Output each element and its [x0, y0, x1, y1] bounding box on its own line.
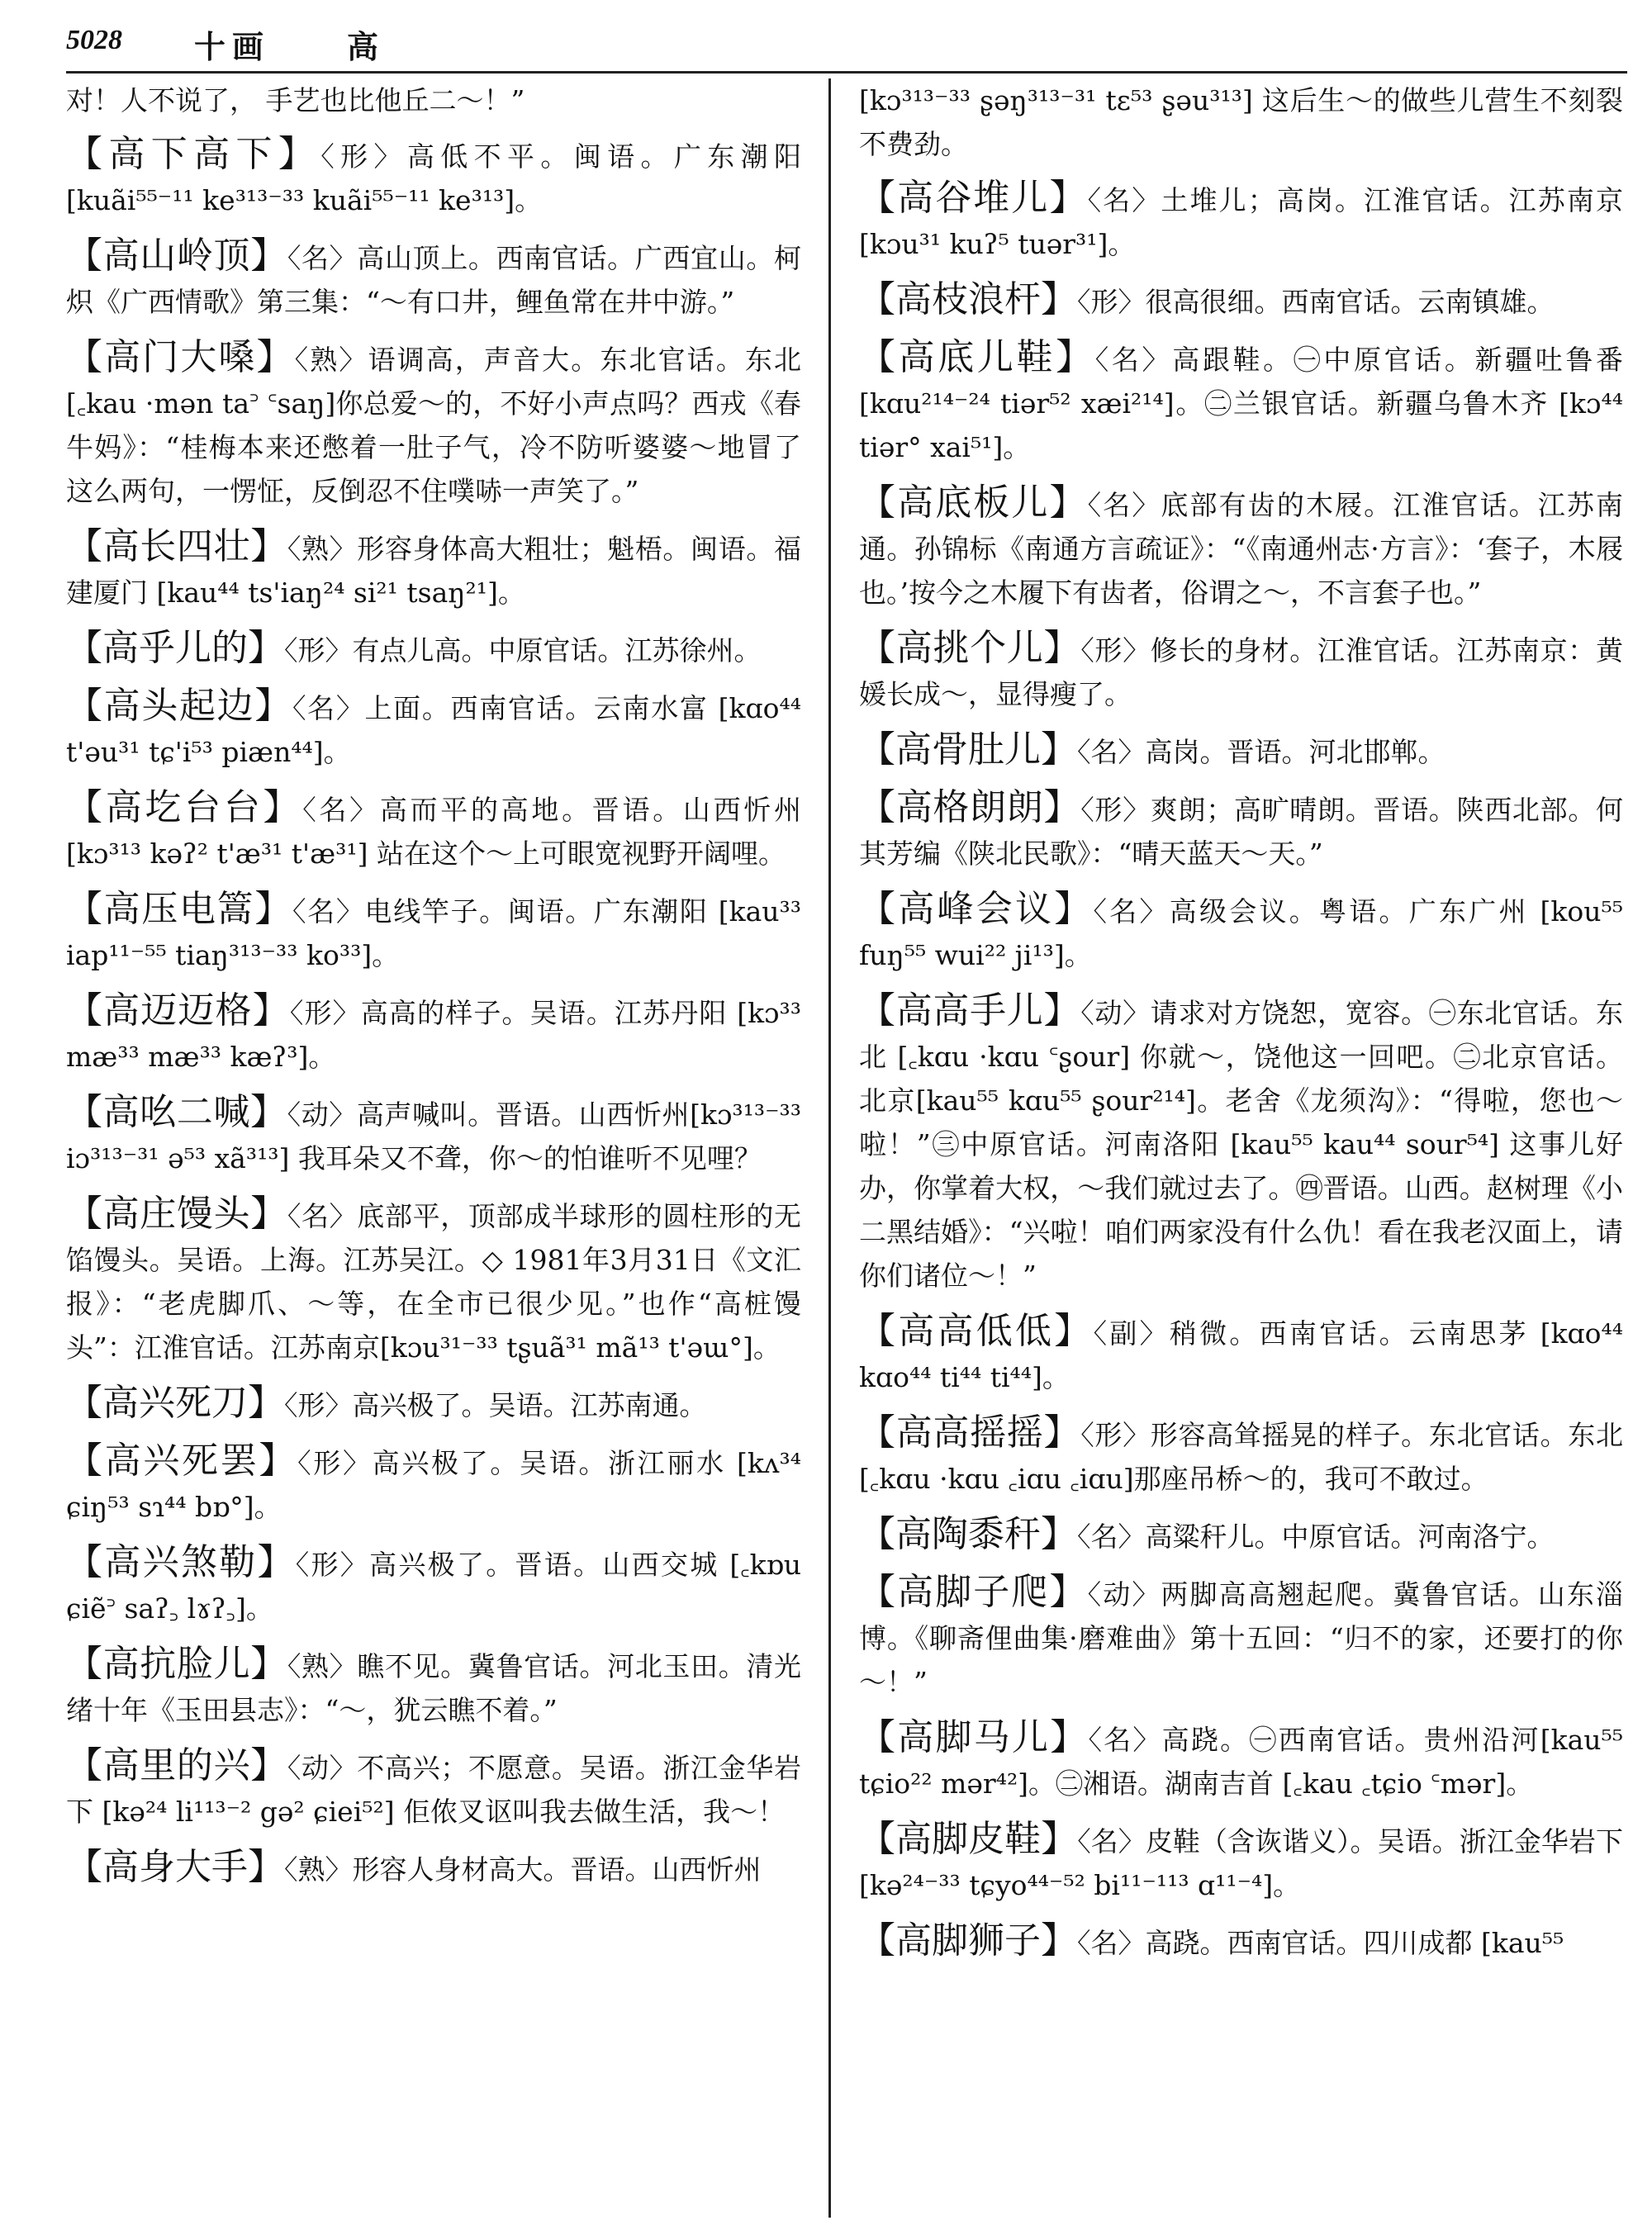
entry-definition: 〈名〉土堆儿；高岗。江淮官话。江苏南京 [kɔu³¹ kuʔ⁵ tuər³¹]。	[859, 184, 1623, 260]
entry-definition: 〈名〉高粱秆儿。中原官话。河南洛宁。	[1077, 1521, 1555, 1553]
entry-headword: 【高挑个儿】	[859, 627, 1081, 669]
entry-definition: 〈形〉高高的样子。吴语。江苏丹阳 [kɔ³³ mæ³³ mæ³³ kæʔ³]。	[66, 997, 801, 1073]
entry-definition: 〈动〉高声喊叫。晋语。山西忻州[kɔ³¹³⁻³³ iɔ³¹³⁻³¹ ə⁵³ xã³¹³] 我耳朵又不聋，你～的怕谁听不见哩？	[66, 1098, 801, 1174]
left-column	[66, 78, 801, 2218]
entry-definition: 〈动〉请求对方饶恕，宽容。㊀东北官话。东北 [꜀kɑu ·kɑu ꜂ʂour] 你就～，饶他这一回吧。㊁北京官话。北京[kau⁵⁵ kɑu⁵⁵ ʂour²¹⁴]。老舍《龙须沟》：“得啦，您也～啦！”㊂中原官话。河南洛阳 [kau⁵⁵ kau⁴⁴ sour⁵⁴] 这事儿好办，你掌着大权，～我们就过去了。㊃晋语。山西。赵树理《小二黑结婚》：“兴啦！咱们两家没有什么仇！看在我老汉面上，请你们诸位～！”	[859, 997, 1623, 1292]
entry-headword: 【高里的兴】	[66, 1744, 287, 1786]
dictionary-entry	[859, 1512, 1623, 1559]
dictionary-entry	[66, 684, 801, 774]
entry-headword: 【高枝浪杆】	[859, 278, 1077, 320]
entry-headword: 【高高手儿】	[859, 989, 1081, 1032]
dictionary-entry	[859, 278, 1623, 324]
dictionary-entry	[859, 785, 1623, 875]
dictionary-entry	[66, 1381, 801, 1427]
entry-definition: 〈名〉高而平的高地。晋语。山西忻州 [kɔ³¹³ kəʔ² t'æ³¹ t'æ³¹] 站在这个～上可眼宽视野开阔哩。	[66, 794, 801, 870]
dictionary-entry	[66, 1090, 801, 1180]
entry-headword: 【高底儿鞋】	[859, 336, 1095, 378]
page-header	[66, 18, 1627, 64]
dictionary-entry	[66, 1540, 801, 1630]
section-title: 十画	[194, 28, 271, 65]
entry-headword: 【高脚狮子】	[859, 1919, 1077, 1962]
entry-definition: 〈名〉电线竿子。闽语。广东潮阳 [kau³³ iap¹¹⁻⁵⁵ tiaŋ³¹³⁻³³ ko³³]。	[66, 895, 801, 971]
dictionary-entry	[66, 524, 801, 614]
header-character: 高	[347, 28, 379, 65]
entry-definition: 〈副〉稍微。西南官话。云南思茅 [kɑo⁴⁴ kɑo⁴⁴ ti⁴⁴ ti⁴⁴]。	[859, 1317, 1623, 1393]
entry-definition: 〈名〉皮鞋（含诙谐义）。吴语。浙江金华岩下 [kə²⁴⁻³³ tɕyo⁴⁴⁻⁵² bi¹¹⁻¹¹³ ɑ¹¹⁻⁴]。	[859, 1825, 1623, 1901]
entry-definition: 〈形〉高兴极了。晋语。山西交城 [꜀kɒu ɕiẽ꜄ saʔ꜆ lɤʔ꜆]。	[66, 1549, 801, 1625]
column-divider	[828, 78, 831, 2218]
dictionary-entry	[66, 1642, 801, 1732]
entry-definition: 〈形〉高低不平。闽语。广东潮阳 [kuãi⁵⁵⁻¹¹ ke³¹³⁻³³ kuãi⁵⁵⁻¹¹ ke³¹³]。	[66, 140, 801, 216]
entry-headword: 【高兴死罢】	[66, 1440, 298, 1482]
dictionary-entry	[859, 481, 1623, 614]
dictionary-entry	[66, 132, 801, 222]
entry-headword: 【高乎儿的】	[66, 627, 284, 669]
entry-headword: 【高抗脸儿】	[66, 1643, 287, 1685]
entry-headword: 【高脚皮鞋】	[859, 1818, 1078, 1860]
dictionary-entry	[859, 1817, 1623, 1907]
entry-definition: 〈形〉有点儿高。中原官话。江苏徐州。	[284, 634, 762, 667]
entry-headword: 【高山岭顶】	[66, 235, 287, 277]
dictionary-entry	[859, 728, 1623, 774]
entry-headword: 【高格朗朗】	[859, 786, 1081, 828]
entry-headword: 【高谷堆儿】	[859, 177, 1088, 219]
entry-headword: 【高身大手】	[66, 1846, 284, 1888]
entry-headword: 【高脚子爬】	[859, 1571, 1088, 1613]
dictionary-entry	[859, 887, 1623, 977]
page-number: 5028	[66, 25, 122, 55]
entry-definition: 〈熟〉语调高，声音大。东北官话。东北 [꜀kau ·mən ta꜄ ꜂saŋ]你总爱～的，不好小声点吗？西戎《春牛妈》：“桂梅本来还憋着一肚子气，冷不防听婆婆～地冒了这么两句，一愣怔，反倒忍不住噗哧一声笑了。”	[66, 344, 801, 507]
entry-headword: 【高峰会议】	[859, 888, 1094, 930]
entry-headword: 【高吆二喊】	[66, 1091, 287, 1133]
dictionary-entry	[859, 1411, 1623, 1501]
dictionary-entry	[66, 1845, 801, 1891]
entry-headword: 【高压电篙】	[66, 888, 293, 930]
dictionary-entry	[859, 626, 1623, 716]
entry-definition: 〈形〉很高很细。西南官话。云南镇雄。	[1077, 286, 1555, 318]
continuation-text: 对！人不说了， 手艺也比他丘二～！”	[66, 84, 525, 116]
dictionary-entry	[66, 626, 801, 672]
dictionary-entry	[66, 1192, 801, 1369]
dictionary-entry	[66, 989, 801, 1079]
dictionary-entry	[859, 1309, 1623, 1399]
entry-headword: 【高迈迈格】	[66, 989, 290, 1032]
entry-definition: 〈名〉底部有齿的木屐。江淮官话。江苏南通。孙锦标《南通方言疏证》：“《南通州志·方言》：‘套子，木屐也。’按今之木履下有齿者，俗谓之～，不言套子也。”	[859, 489, 1623, 609]
entry-headword: 【高圪台台】	[66, 786, 303, 828]
dictionary-entry	[859, 335, 1623, 469]
entry-definition: 〈名〉高山顶上。西南官话。广西宜山。柯炽《广西情歌》第三集：“～有口井，鲤鱼常在井中游。”	[66, 242, 801, 318]
entry-headword: 【高高低低】	[859, 1310, 1094, 1352]
dictionary-entry	[859, 989, 1623, 1298]
entry-definition: 〈动〉两脚高高翘起爬。冀鲁官话。山东淄博。《聊斋俚曲集·磨难曲》第十五回：“归不的家，还要打的你～！”	[859, 1578, 1623, 1698]
entry-headword: 【高下高下】	[66, 133, 321, 175]
entry-definition: 〈名〉高跟鞋。㊀中原官话。新疆吐鲁番 [kɑu²¹⁴⁻²⁴ tiər⁵² xæi²¹⁴]。㊁兰银官话。新疆乌鲁木齐 [kɔ⁴⁴ tiər° xai⁵¹]。	[859, 344, 1623, 463]
dictionary-entry	[66, 234, 801, 324]
entry-definition: 〈形〉高兴极了。吴语。江苏南通。	[284, 1389, 707, 1421]
dictionary-entry	[859, 176, 1623, 266]
dictionary-entry	[859, 1919, 1623, 1965]
entry-definition: 〈名〉高跷。㊀西南官话。贵州沿河[kau⁵⁵ tɕio²² mər⁴²]。㊁湘语。湖南吉首 [꜀kau ꜀tɕio ꜂mər]。	[859, 1724, 1623, 1800]
entry-definition: 〈动〉不高兴；不愿意。吴语。浙江金华岩下 [kə²⁴ li¹¹³⁻² gə² ɕiei⁵²] 佢侬叉讴叫我去做生活，我～！	[66, 1752, 801, 1828]
right-column	[859, 78, 1623, 2218]
entry-definition: 〈名〉底部平，顶部成半球形的圆柱形的无馅馒头。吴语。上海。江苏吴江。◇ 1981年3月31日《文汇报》：“老虎脚爪、～等，在全市已很少见。”也作“高桩馒头”：江淮官话。江苏南京[kɔu³¹⁻³³ tʂuã³¹ mã¹³ t'əɯ°]。	[66, 1200, 801, 1364]
entry-headword: 【高庄馒头】	[66, 1193, 287, 1235]
entry-definition: 〈名〉上面。西南官话。云南水富 [kɑo⁴⁴ t'əu³¹ tɕ'i⁵³ piæn⁴⁴]。	[66, 692, 801, 768]
dictionary-entry	[66, 1439, 801, 1529]
entry-definition: 〈形〉高兴极了。吴语。浙江丽水 [kʌ³⁴ ɕiŋ⁵³ sɿ⁴⁴ bɒ°]。	[66, 1447, 801, 1523]
entry-headword: 【高长四壮】	[66, 525, 287, 567]
entry-headword: 【高门大嗓】	[66, 336, 295, 378]
header-rule	[66, 71, 1627, 74]
dictionary-entry	[859, 1715, 1623, 1805]
continuation-text: [kɔ³¹³⁻³³ ʂəŋ³¹³⁻³¹ tɛ⁵³ ʂəu³¹³] 这后生～的做些儿营生不刻裂不费劲。	[859, 84, 1623, 160]
entry-definition: 〈熟〉形容身体高大粗壮；魁梧。闽语。福建厦门 [kau⁴⁴ ts'iaŋ²⁴ si²¹ tsaŋ²¹]。	[66, 533, 801, 609]
entry-definition: 〈形〉爽朗；高旷晴朗。晋语。陕西北部。何其芳编《陕北民歌》：“晴天蓝天～天。”	[859, 794, 1623, 870]
dictionary-entry	[66, 1744, 801, 1834]
entry-definition: 〈名〉高级会议。粤语。广东广州 [kou⁵⁵ fuŋ⁵⁵ wui²² ji¹³]。	[859, 895, 1623, 971]
entry-definition: 〈名〉高跷。西南官话。四川成都 [kau⁵⁵	[1077, 1927, 1564, 1959]
dictionary-entry	[859, 1570, 1623, 1704]
entry-definition: 〈名〉高岗。晋语。河北邯郸。	[1077, 736, 1446, 768]
entry-definition: 〈熟〉形容人身材高大。晋语。山西忻州	[284, 1853, 762, 1886]
entry-headword: 【高头起边】	[66, 685, 293, 727]
entry-headword: 【高兴死刀】	[66, 1382, 284, 1424]
entry-headword: 【高兴煞勒】	[66, 1541, 296, 1583]
entry-headword: 【高高摇摇】	[859, 1412, 1081, 1454]
entry-definition: 〈熟〉瞧不见。冀鲁官话。河北玉田。清光绪十年《玉田县志》：“～，犹云瞧不着。”	[66, 1650, 801, 1726]
dictionary-entry	[66, 887, 801, 977]
entry-definition: 〈形〉修长的身材。江淮官话。江苏南京：黄媛长成～，显得瘦了。	[859, 634, 1623, 710]
entry-headword: 【高骨肚儿】	[859, 728, 1077, 771]
dictionary-entry	[66, 335, 801, 513]
dictionary-entry	[66, 785, 801, 875]
entry-definition: 〈形〉形容高耸摇晃的样子。东北官话。东北 [꜀kɑu ·kɑu ꜀iɑu ꜀iɑu]那座吊桥～的，我可不敢过。	[859, 1419, 1623, 1495]
entry-headword: 【高底板儿】	[859, 482, 1088, 524]
entry-headword: 【高脚马儿】	[859, 1716, 1089, 1758]
entry-headword: 【高陶黍秆】	[859, 1513, 1077, 1555]
